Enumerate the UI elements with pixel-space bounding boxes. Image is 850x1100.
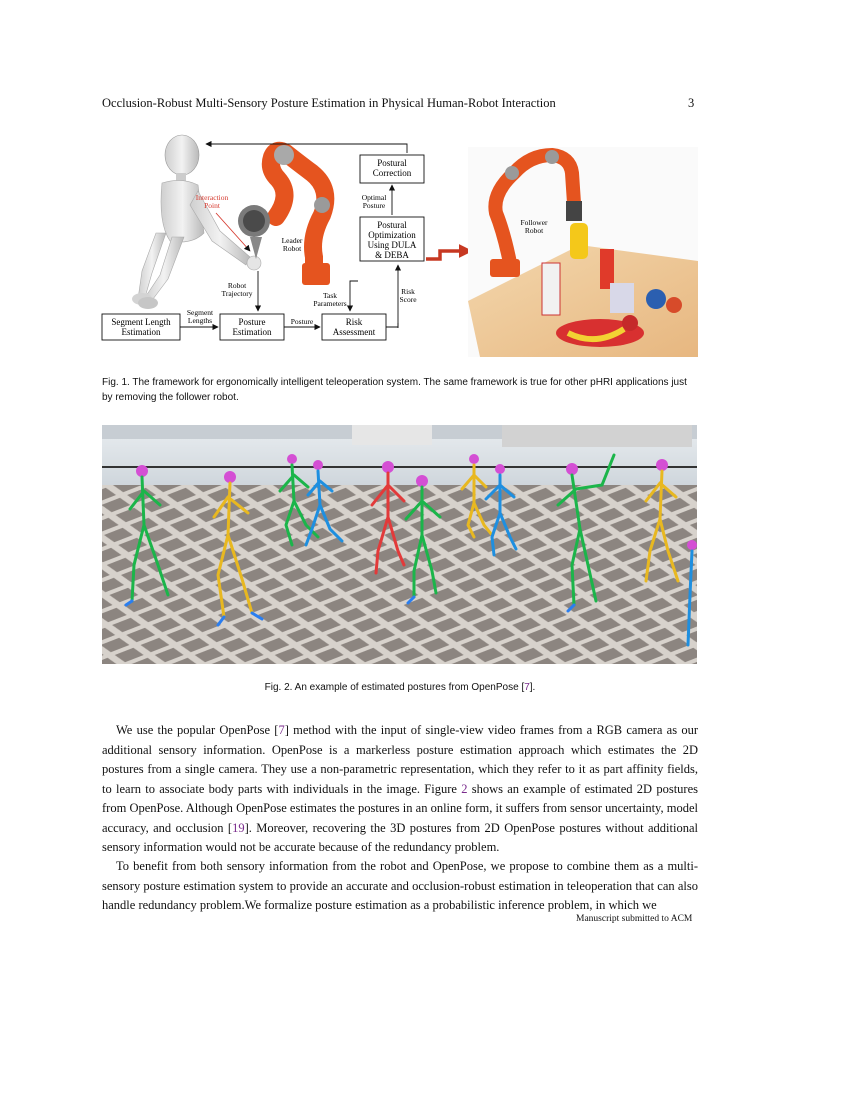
segment-length-estimation-label-1: Segment Length [111,317,171,327]
postural-correction-label-2: Correction [372,168,412,178]
posture-arrow-label: Posture [290,317,314,326]
figure-2-caption [102,680,698,695]
leader-robot-label-2: Robot [282,244,302,253]
figure-2-openpose-photo [102,425,697,664]
optimal-posture-label-2: Posture [362,201,386,210]
running-header-title: Occlusion-Robust Multi-Sensory Posture Estimation in Physical Human-Robot Interaction [102,96,556,110]
risk-assessment-label-2: Assessment [332,327,376,337]
postural-optimization-label-1: Postural [377,220,407,230]
task-parameters-label-2: Parameters [313,299,347,308]
citation-link[interactable]: 19 [232,820,245,835]
follower-robot-label-2: Robot [524,226,544,235]
svg-text:Point: Point [204,201,220,210]
citation-link[interactable]: 7 [524,682,530,693]
footer-note: Manuscript submitted to ACM [576,914,693,924]
postural-optimization-label-2: Optimization [368,230,416,240]
paragraph-text-segment: ] method with the input of single-view video frames from a RGB camera as our additional sensory information. OpenPose is a markerless posture estimation approach which estimates the 2D postures from a single camera. They use a non-parametric representation, which they refer to it as part affinity fields, to learn to associate body parts with individuals in the image. Figure [102,723,698,796]
body-paragraph-2: To benefit from both sensory information from the robot and OpenPose, we propose to combine them as a multi-sensory posture estimation system to provide an accurate and occlusion-robust estimation in teleoperation that can also handle redundancy problem.We formalize posture estimation as a probabilistic inference problem, in which we [102,859,698,912]
body-paragraph-1 [102,721,698,858]
follower-robot-label-1: Follower [520,218,548,227]
task-parameters-label-1: Task [322,291,338,300]
postural-correction-label-1: Postural [377,158,407,168]
robot-trajectory-label-2: Trajectory [221,289,253,298]
segment-lengths-label-2: Lengths [187,316,213,325]
paragraph-text-segment: We use the popular OpenPose [ [116,723,279,737]
robot-trajectory-label-1: Robot [227,281,247,290]
segment-lengths-label-1: Segment [186,308,214,317]
paragraph-text-segment: shows an example of estimated 2D postures from OpenPose. Although OpenPose estimates the postures in an online form, it suffers from sensor uncertainty, model accuracy, and occlusion [ [102,781,698,835]
risk-score-label-2: Score [399,295,417,304]
segment-length-estimation-label-2: Estimation [121,327,161,337]
posture-estimation-label-2: Estimation [232,327,272,337]
citation-link[interactable]: 7 [278,723,285,737]
follower-robot-scene [468,147,698,357]
postural-optimization-label-4: & DEBA [375,250,409,260]
citation-link[interactable]: 2 [461,781,468,796]
postural-optimization-label-3: Using DULA [367,240,417,250]
page-number: 3 [688,96,695,110]
figure-1-framework-diagram [100,133,698,359]
leader-robot-label-1: Leader [281,236,303,245]
risk-score-label-1: Risk [401,287,415,296]
svg-text:Interaction: Interaction [195,193,229,202]
figure-1-caption: Fig. 1. The framework for ergonomically intelligent teleoperation system. The same framework is true for other pHRI applications just by removing the follower robot. [102,377,687,403]
paragraph-text-segment: ]. Moreover, recovering the 3D postures from 2D OpenPose postures without additional sensory information would not be accurate because of the redundancy problem. [102,820,698,854]
posture-estimation-label-1: Posture [238,317,266,327]
caption2-text-after: ]. [529,682,536,693]
risk-assessment-label-1: Risk [345,317,363,327]
caption2-text-before: Fig. 2. An example of estimated postures from OpenPose [ [264,682,525,693]
optimal-posture-label-1: Optimal [361,193,387,202]
